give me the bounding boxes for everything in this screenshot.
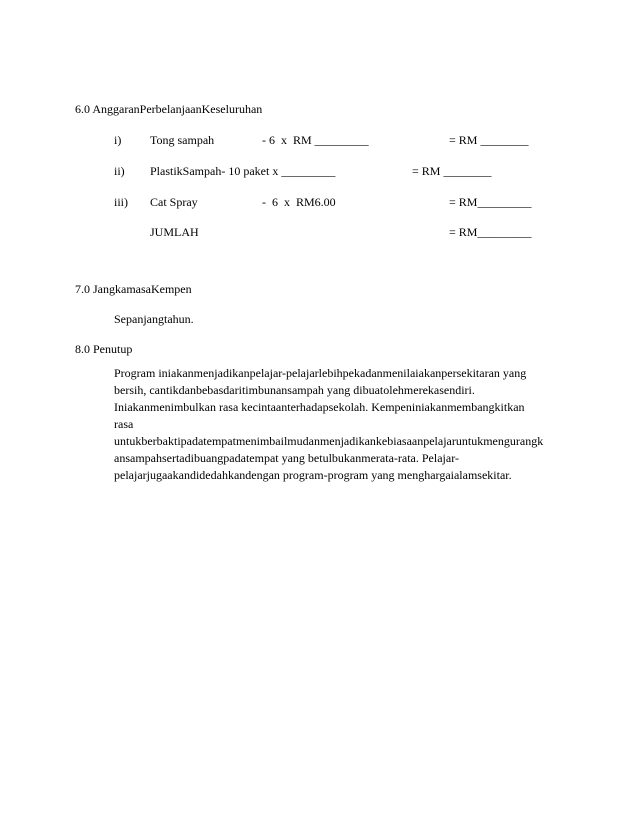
row-total: = RM ________ <box>449 133 529 147</box>
section-7-body: Sepanjangtahun. <box>114 312 194 326</box>
row-number: iii) <box>114 195 128 209</box>
row-total: = RM_________ <box>449 225 532 239</box>
total-label: JUMLAH <box>150 225 199 239</box>
row-total: = RM_________ <box>449 195 532 209</box>
paragraph-line: bersih, cantikdanbebasdaritimbunansampah yang dibuatolehmerekasendiri. <box>114 383 475 397</box>
row-quantity: - 6 x RM6.00 <box>262 195 336 209</box>
paragraph-line: ansampahsertadibuangpadatempat yang betulbukanmerata-rata. Pelajar- <box>114 451 459 465</box>
row-item: Cat Spray <box>150 195 198 209</box>
row-item: Tong sampah <box>150 133 215 147</box>
paragraph-line: rasa <box>114 417 134 431</box>
section-8-heading: 8.0 Penutup <box>75 342 133 356</box>
row-item: PlastikSampah- 10 paket x _________ <box>150 164 336 178</box>
section-6-heading: 6.0 AnggaranPerbelanjaanKeseluruhan <box>75 102 263 116</box>
closing-paragraph <box>114 365 574 484</box>
row-total: = RM ________ <box>412 164 492 178</box>
row-quantity: - 6 x RM _________ <box>262 133 369 147</box>
row-number: i) <box>114 133 122 147</box>
row-number: ii) <box>114 164 125 178</box>
paragraph-line: pelajarjugaakandidedahkandengan program-program yang menghargaialamsekitar. <box>114 468 512 482</box>
section-7-heading: 7.0 JangkamasaKempen <box>75 282 192 296</box>
paragraph-line: Iniakanmenimbulkan rasa kecintaanterhadapsekolah. Kempeniniakanmembangkitkan <box>114 400 525 414</box>
paragraph-line: untukberbaktipadatempatmenimbailmudanmenjadikankebiasaanpelajaruntukmengurangk <box>114 434 544 448</box>
paragraph-line: Program iniakanmenjadikanpelajar-pelajarlebihpekadanmenilaiakanpersekitaran yang <box>114 366 527 380</box>
